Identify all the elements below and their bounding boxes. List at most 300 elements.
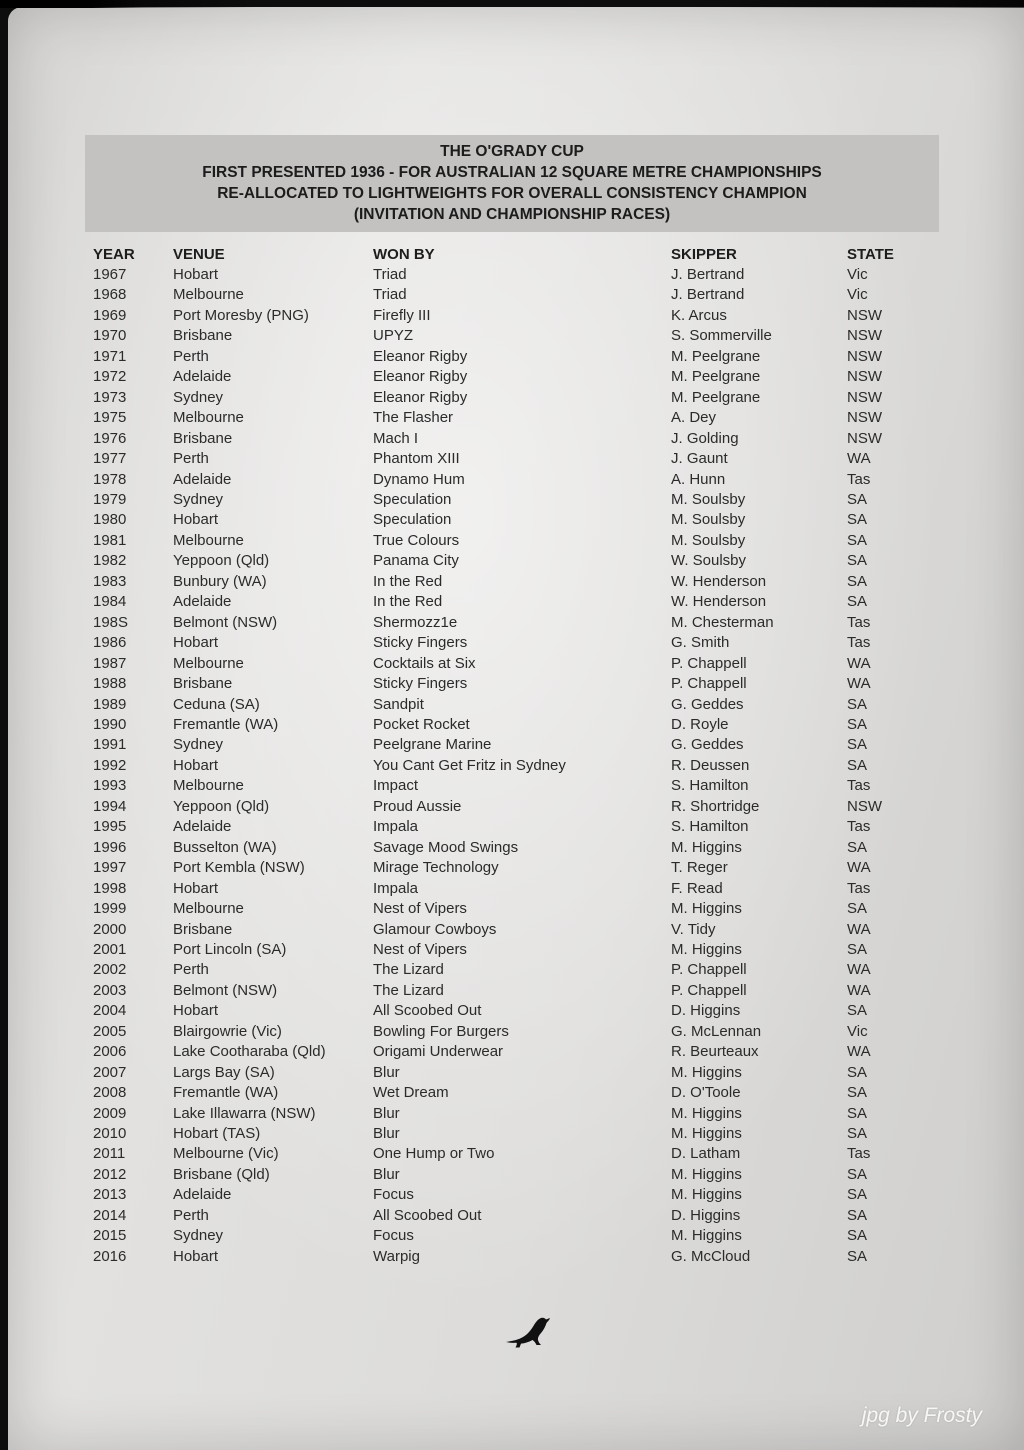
skipper-cell: K. Arcus: [671, 306, 727, 324]
state-cell: Tas: [847, 613, 871, 631]
year-cell: 1967: [93, 266, 127, 283]
results-table: [93, 244, 925, 1267]
state-cell: SA: [847, 736, 868, 754]
state-cell: NSW: [847, 306, 882, 324]
year-cell: 2014: [93, 1206, 127, 1224]
won-by-cell: The Lizard: [373, 961, 444, 979]
year-cell: 1980: [93, 511, 127, 529]
table-row: [93, 981, 925, 1001]
state-cell: SA: [847, 940, 868, 958]
venue-cell: Ceduna (SA): [173, 695, 260, 713]
state-cell: WA: [847, 675, 871, 693]
table-row: [93, 1001, 925, 1021]
venue-cell: Adelaide: [173, 1186, 232, 1204]
skipper-cell: G. McCloud: [671, 1247, 751, 1265]
venue-cell: Blairgowrie (Vic): [173, 1022, 282, 1040]
venue-cell: Melbourne: [173, 409, 244, 427]
skipper-cell: J. Bertrand: [671, 286, 745, 304]
year-cell: 1994: [93, 797, 127, 815]
results-table-body: [93, 265, 925, 1267]
state-cell: SA: [847, 1186, 868, 1204]
table-row: [93, 654, 925, 674]
state-cell: NSW: [847, 368, 882, 386]
won-by-cell: Nest of Vipers: [373, 940, 467, 958]
state-cell: NSW: [847, 797, 882, 815]
skipper-cell: D. Higgins: [671, 1002, 741, 1020]
year-cell: 2007: [93, 1063, 127, 1081]
venue-cell: Hobart: [173, 879, 219, 897]
title-line-3: RE-ALLOCATED TO LIGHTWEIGHTS FOR OVERALL CONSISTENCY CHAMPION: [217, 185, 807, 202]
table-row: [93, 326, 925, 346]
year-cell: 2000: [93, 920, 127, 938]
year-cell: 1971: [93, 347, 127, 365]
state-cell: WA: [847, 920, 871, 938]
venue-cell: Sydney: [173, 388, 224, 406]
skipper-cell: A. Dey: [671, 409, 717, 427]
skipper-cell: M. Higgins: [671, 1227, 742, 1245]
table-row: [93, 858, 925, 878]
won-by-cell: The Lizard: [373, 981, 444, 999]
table-row: [93, 735, 925, 755]
column-header-won-by: WON BY: [373, 246, 435, 263]
skipper-cell: P. Chappell: [671, 961, 747, 979]
venue-cell: Brisbane: [173, 429, 233, 447]
skipper-cell: G. Geddes: [671, 695, 744, 713]
venue-cell: Perth: [173, 1206, 209, 1224]
skipper-cell: S. Sommerville: [671, 327, 772, 345]
year-cell: 2016: [93, 1247, 127, 1265]
year-cell: 1997: [93, 859, 127, 877]
state-cell: SA: [847, 1063, 868, 1081]
table-row: [93, 715, 925, 735]
table-row: [93, 592, 925, 612]
state-cell: Tas: [847, 777, 871, 795]
table-row: [93, 1185, 925, 1205]
table-row: [93, 510, 925, 530]
won-by-cell: Origami Underwear: [373, 1043, 504, 1061]
table-row: [93, 1124, 925, 1144]
won-by-cell: All Scoobed Out: [373, 1002, 482, 1020]
table-row: [93, 1226, 925, 1246]
table-row: [93, 1165, 925, 1185]
state-cell: SA: [847, 1206, 868, 1224]
year-cell: 1999: [93, 900, 127, 918]
venue-cell: Belmont (NSW): [173, 613, 278, 631]
skipper-cell: M. Soulsby: [671, 531, 746, 549]
won-by-cell: Panama City: [373, 552, 459, 570]
year-cell: 2003: [93, 981, 127, 999]
skipper-cell: R. Beurteaux: [671, 1043, 759, 1061]
skipper-cell: S. Hamilton: [671, 777, 749, 795]
year-cell: 1981: [93, 531, 127, 549]
venue-cell: Fremantle (WA): [173, 1084, 279, 1102]
venue-cell: Hobart: [173, 1002, 219, 1020]
table-row: [93, 1022, 925, 1042]
table-row: [93, 633, 925, 653]
won-by-cell: In the Red: [373, 593, 443, 611]
year-cell: 1986: [93, 634, 127, 652]
venue-cell: Belmont (NSW): [173, 981, 278, 999]
venue-cell: Lake Cootharaba (Qld): [173, 1043, 326, 1061]
table-row: [93, 285, 925, 305]
won-by-cell: Mach I: [373, 429, 419, 447]
venue-cell: Port Kembla (NSW): [173, 859, 305, 877]
skipper-cell: J. Bertrand: [671, 266, 745, 283]
state-cell: Tas: [847, 634, 871, 652]
table-row: [93, 551, 925, 571]
year-cell: 1998: [93, 879, 127, 897]
venue-cell: Fremantle (WA): [173, 715, 279, 733]
won-by-cell: Proud Aussie: [373, 797, 462, 815]
year-cell: 1990: [93, 715, 127, 733]
skipper-cell: G. Geddes: [671, 736, 744, 754]
year-cell: 2010: [93, 1125, 127, 1143]
venue-cell: Melbourne: [173, 654, 244, 672]
venue-cell: Perth: [173, 450, 209, 468]
year-cell: 1995: [93, 818, 127, 836]
won-by-cell: One Hump or Two: [373, 1145, 495, 1163]
table-row: [93, 1063, 925, 1083]
table-row: [93, 265, 925, 285]
venue-cell: Sydney: [173, 736, 224, 754]
state-cell: SA: [847, 531, 868, 549]
state-cell: SA: [847, 1247, 868, 1265]
won-by-cell: Focus: [373, 1227, 414, 1245]
won-by-cell: UPYZ: [373, 327, 414, 345]
photo-edge-top: [0, 0, 1024, 8]
won-by-cell: Sandpit: [373, 695, 424, 713]
skipper-cell: G. McLennan: [671, 1022, 762, 1040]
table-row: [93, 490, 925, 510]
state-cell: SA: [847, 1104, 868, 1122]
venue-cell: Adelaide: [173, 818, 232, 836]
table-row: [93, 960, 925, 980]
state-cell: SA: [847, 511, 868, 529]
won-by-cell: Mirage Technology: [373, 859, 499, 877]
table-row: [93, 613, 925, 633]
year-cell: 1978: [93, 470, 127, 488]
won-by-cell: Focus: [373, 1186, 414, 1204]
title-line-2: FIRST PRESENTED 1936 - FOR AUSTRALIAN 12 SQUARE METRE CHAMPIONSHIPS: [202, 164, 822, 181]
year-cell: 1970: [93, 327, 127, 345]
venue-cell: Melbourne (Vic): [173, 1145, 279, 1163]
venue-cell: Brisbane: [173, 920, 233, 938]
skipper-cell: D. Royle: [671, 715, 729, 733]
year-cell: 2013: [93, 1186, 127, 1204]
table-row: [93, 1247, 925, 1267]
skipper-cell: M. Higgins: [671, 900, 742, 918]
won-by-cell: Triad: [373, 286, 407, 304]
table-row: [93, 449, 925, 469]
skipper-cell: D. Latham: [671, 1145, 741, 1163]
venue-cell: Port Lincoln (SA): [173, 940, 287, 958]
venue-cell: Brisbane: [173, 327, 233, 345]
skipper-cell: M. Chesterman: [671, 613, 774, 631]
won-by-cell: Wet Dream: [373, 1084, 449, 1102]
skipper-cell: M. Peelgrane: [671, 388, 761, 406]
state-cell: SA: [847, 1227, 868, 1245]
year-cell: 1992: [93, 756, 127, 774]
title-line-1: THE O'GRADY CUP: [440, 143, 584, 160]
state-cell: NSW: [847, 347, 882, 365]
won-by-cell: True Colours: [373, 531, 460, 549]
won-by-cell: Dynamo Hum: [373, 470, 465, 488]
venue-cell: Bunbury (WA): [173, 572, 267, 590]
skipper-cell: T. Reger: [671, 859, 728, 877]
won-by-cell: Shermozz1e: [373, 613, 458, 631]
table-row: [93, 899, 925, 919]
venue-cell: Yeppoon (Qld): [173, 552, 270, 570]
skipper-cell: M. Peelgrane: [671, 368, 761, 386]
year-cell: 2005: [93, 1022, 127, 1040]
skipper-cell: D. Higgins: [671, 1206, 741, 1224]
venue-cell: Hobart (TAS): [173, 1125, 261, 1143]
year-cell: 1996: [93, 838, 127, 856]
year-cell: 2009: [93, 1104, 127, 1122]
year-cell: 1982: [93, 552, 127, 570]
document-page: [8, 7, 1024, 1450]
venue-cell: Melbourne: [173, 900, 244, 918]
won-by-cell: Bowling For Burgers: [373, 1022, 509, 1040]
won-by-cell: Impact: [373, 777, 419, 795]
venue-cell: Largs Bay (SA): [173, 1063, 275, 1081]
skipper-cell: M. Soulsby: [671, 511, 746, 529]
state-cell: WA: [847, 450, 871, 468]
venue-cell: Adelaide: [173, 470, 232, 488]
won-by-cell: Eleanor Rigby: [373, 388, 468, 406]
won-by-cell: Pocket Rocket: [373, 715, 470, 733]
table-row: [93, 388, 925, 408]
venue-cell: Lake Illawarra (NSW): [173, 1104, 316, 1122]
watermark-text: jpg by Frosty: [861, 1404, 982, 1427]
state-cell: SA: [847, 900, 868, 918]
table-row: [93, 879, 925, 899]
skipper-cell: S. Hamilton: [671, 818, 749, 836]
skipper-cell: M. Higgins: [671, 1125, 742, 1143]
venue-cell: Sydney: [173, 490, 224, 508]
year-cell: 2015: [93, 1227, 127, 1245]
column-header-venue: VENUE: [173, 246, 225, 263]
venue-cell: Melbourne: [173, 777, 244, 795]
year-cell: 1987: [93, 654, 127, 672]
won-by-cell: All Scoobed Out: [373, 1206, 482, 1224]
state-cell: SA: [847, 1084, 868, 1102]
state-cell: Vic: [847, 286, 868, 304]
document-header: [85, 135, 939, 232]
won-by-cell: Savage Mood Swings: [373, 838, 519, 856]
venue-cell: Perth: [173, 961, 209, 979]
state-cell: NSW: [847, 388, 882, 406]
year-cell: 2011: [93, 1145, 126, 1163]
venue-cell: Hobart: [173, 266, 219, 283]
table-row: [93, 756, 925, 776]
state-cell: WA: [847, 961, 871, 979]
table-row: [93, 306, 925, 326]
won-by-cell: Speculation: [373, 490, 452, 508]
state-cell: WA: [847, 859, 871, 877]
year-cell: 2002: [93, 961, 127, 979]
venue-cell: Brisbane: [173, 675, 233, 693]
title-line-4: (INVITATION AND CHAMPIONSHIP RACES): [353, 206, 671, 223]
venue-cell: Hobart: [173, 1247, 219, 1265]
skipper-cell: M. Higgins: [671, 940, 742, 958]
state-cell: Vic: [847, 1022, 868, 1040]
won-by-cell: Nest of Vipers: [373, 900, 467, 918]
skipper-cell: J. Golding: [671, 429, 739, 447]
state-cell: SA: [847, 552, 868, 570]
year-cell: 2001: [93, 940, 127, 958]
state-cell: SA: [847, 838, 868, 856]
table-row: [93, 940, 925, 960]
skipper-cell: P. Chappell: [671, 981, 747, 999]
table-row: [93, 695, 925, 715]
table-row: [93, 776, 925, 796]
won-by-cell: Eleanor Rigby: [373, 347, 468, 365]
venue-cell: Sydney: [173, 1227, 224, 1245]
year-cell: 1984: [93, 593, 127, 611]
column-header-state: STATE: [847, 246, 894, 263]
state-cell: Tas: [847, 818, 871, 836]
table-row: [93, 531, 925, 551]
year-cell: 2012: [93, 1165, 127, 1183]
table-row: [93, 470, 925, 490]
table-row: [93, 1083, 925, 1103]
won-by-cell: Triad: [373, 266, 407, 283]
won-by-cell: Speculation: [373, 511, 452, 529]
year-cell: 1993: [93, 777, 127, 795]
skipper-cell: W. Henderson: [671, 572, 767, 590]
venue-cell: Adelaide: [173, 593, 232, 611]
won-by-cell: Glamour Cowboys: [373, 920, 497, 938]
won-by-cell: Blur: [373, 1063, 400, 1081]
column-header-year: YEAR: [93, 246, 135, 263]
won-by-cell: Firefly III: [373, 306, 431, 324]
skipper-cell: F. Read: [671, 879, 723, 897]
state-cell: Tas: [847, 470, 871, 488]
skipper-cell: A. Hunn: [671, 470, 726, 488]
won-by-cell: Impala: [373, 818, 419, 836]
state-cell: Tas: [847, 879, 871, 897]
skipper-cell: M. Higgins: [671, 1186, 742, 1204]
state-cell: NSW: [847, 409, 882, 427]
year-cell: 2008: [93, 1084, 127, 1102]
skipper-cell: G. Smith: [671, 634, 730, 652]
column-header-skipper: SKIPPER: [671, 246, 737, 263]
skipper-cell: W. Henderson: [671, 593, 767, 611]
year-cell: 1989: [93, 695, 127, 713]
year-cell: 1972: [93, 368, 127, 386]
table-row: [93, 1144, 925, 1164]
venue-cell: Hobart: [173, 756, 219, 774]
year-cell: 1979: [93, 490, 127, 508]
venue-cell: Perth: [173, 347, 209, 365]
year-cell: 1988: [93, 675, 127, 693]
state-cell: Vic: [847, 266, 868, 283]
venue-cell: Brisbane (Qld): [173, 1165, 270, 1183]
venue-cell: Melbourne: [173, 286, 244, 304]
table-row: [93, 838, 925, 858]
year-cell: 1983: [93, 572, 127, 590]
table-row: [93, 429, 925, 449]
won-by-cell: You Cant Get Fritz in Sydney: [373, 756, 566, 774]
skipper-cell: M. Higgins: [671, 1104, 742, 1122]
table-row: [93, 674, 925, 694]
kangaroo-icon: [505, 1313, 557, 1355]
venue-cell: Adelaide: [173, 368, 232, 386]
state-cell: WA: [847, 981, 871, 999]
won-by-cell: The Flasher: [373, 409, 454, 427]
skipper-cell: M. Higgins: [671, 1063, 742, 1081]
table-row: [93, 367, 925, 387]
won-by-cell: Blur: [373, 1125, 400, 1143]
won-by-cell: Blur: [373, 1104, 400, 1122]
year-cell: 2006: [93, 1043, 127, 1061]
won-by-cell: Peelgrane Marine: [373, 736, 492, 754]
won-by-cell: Warpig: [373, 1247, 420, 1265]
skipper-cell: R. Shortridge: [671, 797, 760, 815]
state-cell: WA: [847, 654, 871, 672]
skipper-cell: P. Chappell: [671, 654, 747, 672]
state-cell: SA: [847, 695, 868, 713]
skipper-cell: W. Soulsby: [671, 552, 747, 570]
year-cell: 1977: [93, 450, 127, 468]
skipper-cell: R. Deussen: [671, 756, 750, 774]
skipper-cell: M. Higgins: [671, 1165, 742, 1183]
state-cell: SA: [847, 1125, 868, 1143]
state-cell: NSW: [847, 327, 882, 345]
state-cell: SA: [847, 1165, 868, 1183]
won-by-cell: Sticky Fingers: [373, 634, 468, 652]
year-cell: 1991: [93, 736, 127, 754]
won-by-cell: Blur: [373, 1165, 400, 1183]
venue-cell: Hobart: [173, 511, 219, 529]
skipper-cell: M. Higgins: [671, 838, 742, 856]
year-cell: 1968: [93, 286, 127, 304]
state-cell: NSW: [847, 429, 882, 447]
won-by-cell: Phantom XIII: [373, 450, 460, 468]
won-by-cell: Impala: [373, 879, 419, 897]
state-cell: SA: [847, 490, 868, 508]
table-row: [93, 347, 925, 367]
skipper-cell: M. Peelgrane: [671, 347, 761, 365]
table-row: [93, 1042, 925, 1062]
state-cell: Tas: [847, 1145, 871, 1163]
won-by-cell: Cocktails at Six: [373, 654, 476, 672]
state-cell: SA: [847, 1002, 868, 1020]
table-row: [93, 408, 925, 428]
year-cell: 1976: [93, 429, 127, 447]
state-cell: WA: [847, 1043, 871, 1061]
table-row: [93, 797, 925, 817]
table-row: [93, 920, 925, 940]
table-row: [93, 572, 925, 592]
year-cell: 1973: [93, 388, 127, 406]
venue-cell: Port Moresby (PNG): [173, 306, 309, 324]
skipper-cell: P. Chappell: [671, 675, 747, 693]
venue-cell: Melbourne: [173, 531, 244, 549]
skipper-cell: V. Tidy: [671, 920, 716, 938]
year-cell: 2004: [93, 1002, 127, 1020]
year-cell: 1969: [93, 306, 127, 324]
state-cell: SA: [847, 593, 868, 611]
year-cell: 198S: [93, 613, 129, 631]
won-by-cell: Sticky Fingers: [373, 675, 468, 693]
state-cell: SA: [847, 756, 868, 774]
skipper-cell: J. Gaunt: [671, 450, 728, 468]
table-row: [93, 1104, 925, 1124]
state-cell: SA: [847, 715, 868, 733]
table-row: [93, 817, 925, 837]
